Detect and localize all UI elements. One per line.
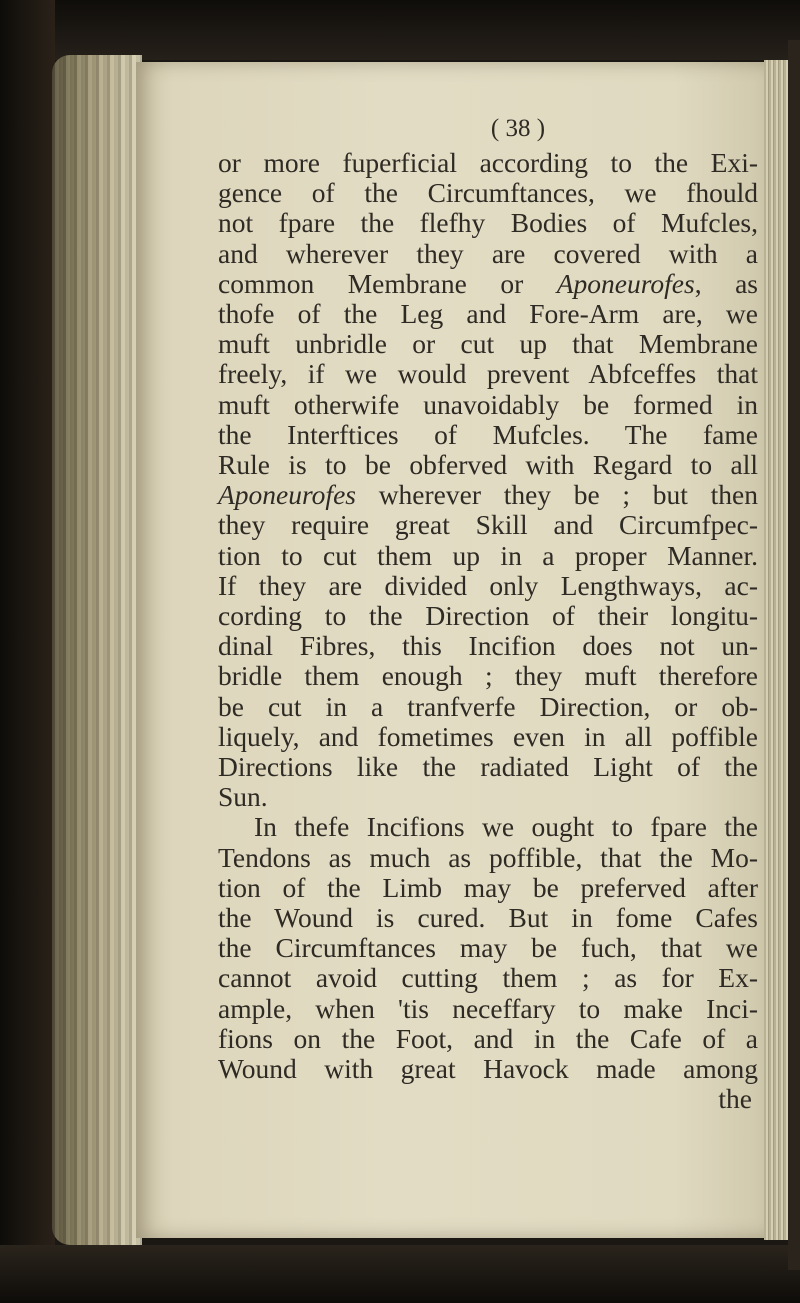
- text-run: not fpare the flefhy Bodies of Mufcles,: [218, 207, 758, 239]
- text-run: Wound with great Havock made among: [218, 1053, 758, 1085]
- page-text: [218, 110, 758, 1115]
- text-line: [218, 812, 758, 842]
- text-run: fions on the Foot, and in the Cafe of a: [218, 1022, 758, 1054]
- text-line: [218, 299, 758, 329]
- page-number: ( 38 ): [490, 115, 546, 142]
- text-line: [218, 933, 758, 963]
- text-line: [218, 510, 758, 540]
- text-line: [218, 722, 758, 752]
- text-run: the Wound is cured. But in fome Cafes: [218, 902, 758, 934]
- text-run: dinal Fibres, this Incifion does not un-: [218, 630, 758, 662]
- text-line: [218, 963, 758, 993]
- text-line: [218, 661, 758, 691]
- text-run: liquely, and fometimes even in all poffible: [218, 720, 758, 752]
- text-line: [218, 359, 758, 389]
- text-run: common Membrane or: [218, 267, 557, 299]
- text-line: [218, 843, 758, 873]
- text-line: [218, 631, 758, 661]
- text-line: [218, 873, 758, 903]
- book-binding-gutter: [52, 55, 142, 1245]
- text-run: gence of the Circumftances, we fhould: [218, 177, 758, 209]
- italic-term: Aponeurofes: [556, 267, 695, 299]
- text-run: Sun.: [218, 781, 268, 813]
- text-run: tion to cut them up in a proper Manner.: [218, 539, 758, 571]
- text-line: [218, 208, 758, 238]
- text-run: wherever they be ; but then: [355, 479, 758, 511]
- text-run: Tendons as much as poffible, that the Mo-: [218, 841, 758, 873]
- text-line: [218, 692, 758, 722]
- text-line: [218, 571, 758, 601]
- text-line: [218, 420, 758, 450]
- text-run: they require great Skill and Circumfpec-: [218, 509, 758, 541]
- text-line: [218, 480, 758, 510]
- text-run: Rule is to be obferved with Regard to all: [218, 449, 758, 481]
- body-text: [218, 148, 758, 1084]
- text-line: [218, 752, 758, 782]
- text-run: In thefe Incifions we ought to fpare the: [254, 811, 758, 843]
- text-run: muft unbridle or cut up that Membrane: [218, 328, 758, 360]
- text-line: [218, 1054, 758, 1084]
- text-line: [218, 390, 758, 420]
- italic-term: Aponeurofes: [218, 479, 356, 511]
- text-run: or more fuperficial according to the Exi-: [218, 147, 758, 178]
- text-line: [218, 782, 758, 812]
- scan-background-bottom: [0, 1245, 800, 1303]
- text-run: muft otherwife unavoidably be formed in: [218, 388, 758, 420]
- text-line: [218, 239, 758, 269]
- text-line: [218, 178, 758, 208]
- text-run: ample, when 'tis neceffary to make Inci-: [218, 992, 758, 1024]
- text-line: [218, 994, 758, 1024]
- text-run: Directions like the radiated Light of the: [218, 751, 758, 783]
- scan-background-right: [788, 40, 800, 1270]
- page-edges: [764, 60, 788, 1240]
- text-run: cannot avoid cutting them ; as for Ex-: [218, 962, 758, 994]
- text-run: the Circumftances may be fuch, that we: [218, 932, 758, 964]
- text-line: [218, 541, 758, 571]
- text-run: , as: [694, 267, 758, 299]
- text-line: [218, 1024, 758, 1054]
- scan-background-top: [0, 0, 800, 60]
- text-run: thofe of the Leg and Fore-Arm are, we: [218, 298, 758, 330]
- text-line: [218, 450, 758, 480]
- catchword: the: [718, 1083, 752, 1115]
- text-line: [218, 269, 758, 299]
- scan-background-left: [0, 0, 55, 1303]
- text-run: freely, if we would prevent Abfceffes that: [218, 358, 758, 390]
- text-run: If they are divided only Lengthways, ac-: [218, 569, 758, 601]
- text-run: bridle them enough ; they muft therefore: [218, 660, 758, 692]
- text-run: be cut in a tranfverfe Direction, or ob-: [218, 690, 758, 722]
- text-run: and wherever they are covered with a: [218, 237, 758, 269]
- text-line: [218, 903, 758, 933]
- text-run: tion of the Limb may be preferved after: [218, 871, 758, 903]
- text-run: cording to the Direction of their longitu-: [218, 600, 758, 632]
- text-line: [218, 148, 758, 178]
- text-run: the Interftices of Mufcles. The fame: [218, 418, 758, 450]
- text-line: [218, 329, 758, 359]
- text-line: [218, 601, 758, 631]
